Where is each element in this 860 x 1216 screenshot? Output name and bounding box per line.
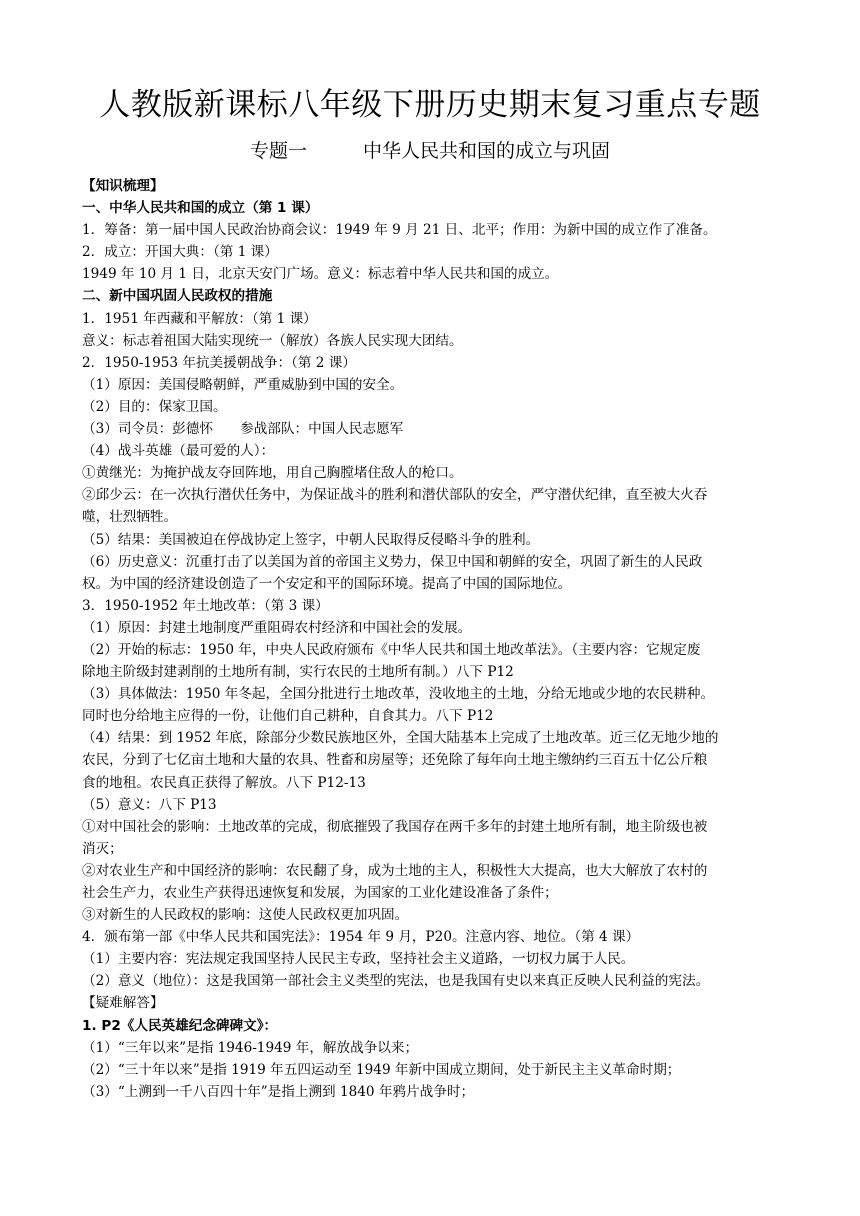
subtitle-topic-name: 中华人民共和国的成立与巩固 [363,140,611,162]
text-line: ③对新生的人民政权的影响：这使人民政权更加巩固。 [82,907,409,924]
text-line: （3）具体做法：1950 年冬起，全国分批进行土地改革，没收地主的土地，分给无地或少地的农民耕种。 [82,686,715,703]
text-line: 意义：标志着祖国大陆实现统一（解放）各族人民实现大团结。 [82,332,463,349]
text-line: （1）原因：美国侵略朝鲜，严重威胁到中国的安全。 [82,376,404,393]
text-line: （1）原因：封建土地制度严重阻碍农村经济和中国社会的发展。 [82,619,472,636]
document-title: 人教版新课标八年级下册历史期末复习重点专题 [99,87,761,123]
section-heading: 【知识梳理】 [82,178,164,194]
text-line: ①对中国社会的影响：土地改革的完成，彻底摧毁了我国存在两千多年的封建土地所有制，地主阶级也被 [82,818,708,835]
text-line: 3．1950-1952 年土地改革：（第 3 课） [82,597,329,614]
text-line: 除地主阶级封建剥削的土地所有制，实行农民的土地所有制。）八下 P12 [82,664,514,681]
text-line: （2）“三十年以来”是指 1919 年五四运动至 1949 年新中国成立期间，处于新民主主义革命时期； [82,1061,681,1078]
text-line: 噬，壮烈牺牲。 [82,509,178,526]
section-heading: 一、中华人民共和国的成立（第 1 课） [82,200,319,217]
text-line: （4）战斗英雄（最可爱的人）： [82,443,275,460]
subtitle-topic-number: 专题一 [249,140,307,162]
text-line: 2．成立：开国大典：（第 1 课） [82,244,278,261]
document-subtitle [0,138,860,164]
text-line: （3）“上溯到一千八百四十年”是指上溯到 1840 年鸦片战争时； [82,1083,475,1100]
text-line: ①黄继光：为掩护战友夺回阵地，用自己胸膛堵住敌人的枪口。 [82,465,463,482]
text-line: ②对农业生产和中国经济的影响：农民翻了身，成为土地的主人，积极性大大提高，也大大解放了农村的 [82,862,708,879]
text-line: （5）意义：八下 P13 [82,796,217,813]
text-line: 4．颁布第一部《中华人民共和国宪法》：1954 年 9 月，P20。注意内容、地位。（第 4 课） [82,929,640,946]
text-line: 【疑难解答】 [82,995,164,1012]
text-line: （1）“三年以来”是指 1946-1949 年，解放战争以来； [82,1039,419,1056]
text-line: （1）主要内容：宪法规定我国坚持人民民主专政，坚持社会主义道路，一切权力属于人民。 [82,951,635,968]
document-body [82,175,782,1103]
section-heading: 二、新中国巩固人民政权的措施 [82,288,273,305]
text-line: 1．1951 年西藏和平解放：（第 1 课） [82,310,317,327]
text-line: 1．筹备：第一届中国人民政治协商会议：1949 年 9 月 21 日、北平；作用：为新中国的成立作了准备。 [82,222,717,239]
text-line: 社会生产力，农业生产获得迅速恢复和发展，为国家的工业化建设准备了条件； [82,885,558,901]
text-line: （5）结果：美国被迫在停战协定上签字，中朝人民取得反侵略斗争的胜利。 [82,531,540,548]
text-line: （6）历史意义：沉重打击了以美国为首的帝国主义势力，保卫中国和朝鲜的安全，巩固了新生的人民政 [82,553,703,570]
text-line: （2）意义（地位）：这是我国第一部社会主义类型的宪法，也是我国有史以来真正反映人民利益的宪法。 [82,973,710,990]
text-line: 食的地租。农民真正获得了解放。八下 P12-13 [82,774,366,791]
text-line: 2．1950-1953 年抗美援朝战争：（第 2 课） [82,354,356,371]
text-line: 农民，分到了七亿亩土地和大量的农具、牲畜和房屋等；还免除了每年向土地主缴纳约三百五十亿公斤粮 [82,752,708,769]
text-line: （2）目的：保家卫国。 [82,398,227,415]
text-line: （4）结果：到 1952 年底，除部分少数民族地区外，全国大陆基本上完成了土地改革。近三亿无地少地的 [82,730,719,747]
text-line: ②邱少云：在一次执行潜伏任务中，为保证战斗的胜利和潜伏部队的安全，严守潜伏纪律，直至被大火吞 [82,487,708,504]
text-line: 1949 年 10 月 1 日，北京天安门广场。意义：标志着中华人民共和国的成立。 [82,266,559,283]
text-line: 同时也分给地主应得的一份，让他们自己耕种，自食其力。八下 P12 [82,708,494,725]
section-heading: 1. P2《人民英雄纪念碑碑文》： [82,1017,278,1034]
text-line: 权。为中国的经济建设创造了一个安定和平的国际环境。提高了中国的国际地位。 [82,575,572,592]
text-line: 消灭； [82,840,123,857]
text-line: （2）开始的标志：1950 年，中央人民政府颁布《中华人民共和国土地改革法》。（主要内容：它规定废 [82,641,701,658]
text-line: （3）司令员：彭德怀 参战部队：中国人民志愿军 [82,421,404,438]
